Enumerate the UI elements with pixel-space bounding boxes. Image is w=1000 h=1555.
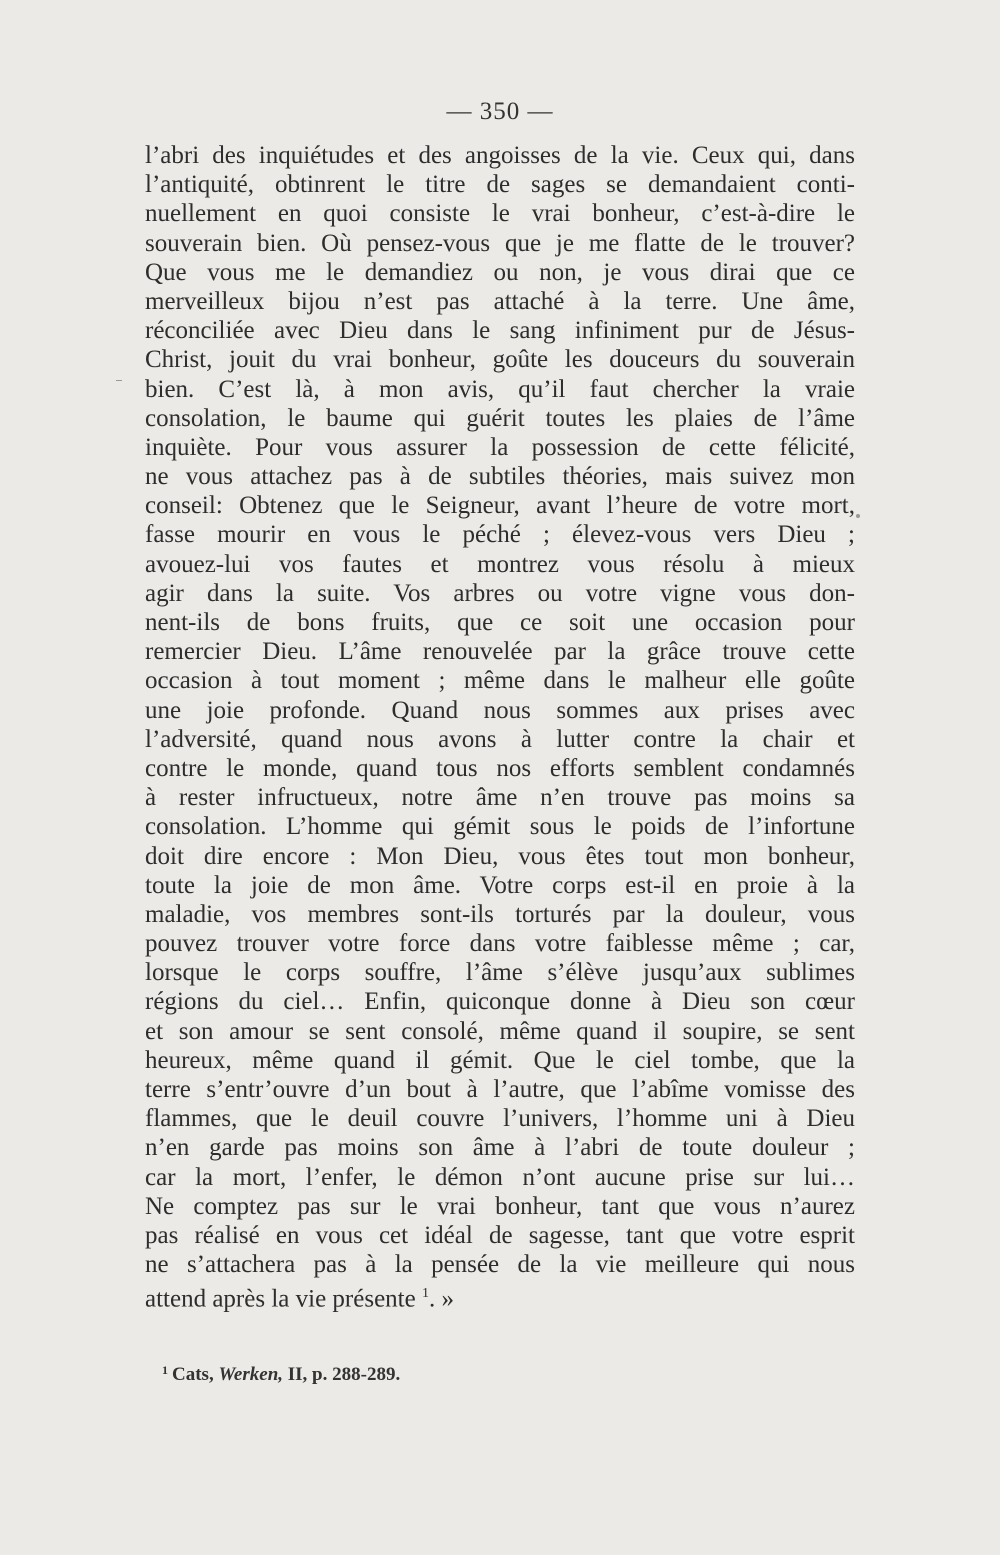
text-line: doit dire encore : Mon Dieu, vous êtes tout mon bonheur,	[145, 842, 855, 870]
text-line: nuellement en quoi consiste le vrai bonheur, c’est-à-dire le	[145, 200, 855, 228]
text-line: ne s’attachera pas à la pensée de la vie meilleure qui nous	[145, 1251, 855, 1279]
text-line: maladie, vos membres sont-ils torturés par la douleur, vous	[145, 900, 855, 928]
text-line: l’abri des inquiétudes et des angoisses de la vie. Ceux qui, dans	[145, 142, 855, 169]
text-line: régions du ciel… Enfin, quiconque donne à Dieu son cœur	[145, 988, 855, 1016]
text-line: car la mort, l’enfer, le démon n’ont aucune prise sur lui…	[145, 1163, 855, 1191]
text-line: Ne comptez pas sur le vrai bonheur, tant que vous n’aurez	[145, 1192, 855, 1220]
text-line: flammes, que le deuil couvre l’univers, l’homme uni à Dieu	[145, 1105, 855, 1133]
text-line: remercier Dieu. L’âme renouvelée par la grâce trouve cette	[145, 638, 855, 666]
footnote-author: Cats,	[172, 1364, 219, 1385]
text-line: pouvez trouver votre force dans votre faiblesse même ; car,	[145, 930, 855, 958]
footnote-work: Werken,	[218, 1364, 284, 1385]
text-line-last	[145, 1279, 855, 1313]
text-line: merveilleux bijou n’est pas attaché à la terre. Une âme,	[145, 287, 855, 315]
footnote-marker: 1	[162, 1363, 168, 1377]
text-line: et son amour se sent consolé, même quand il soupire, se sent	[145, 1017, 855, 1045]
footnote	[162, 1363, 400, 1386]
text-line: bien. C’est là, à mon avis, qu’il faut chercher la vraie	[145, 375, 855, 403]
text-line: n’en garde pas moins son âme à l’abri de toute douleur ;	[145, 1134, 855, 1162]
text-line: l’adversité, quand nous avons à lutter contre la chair et	[145, 725, 855, 753]
last-line-text: attend après la vie présente	[145, 1285, 416, 1313]
text-line: avouez-lui vos fautes et montrez vous résolu à mieux	[145, 550, 855, 578]
text-line: réconciliée avec Dieu dans le sang infiniment pur de Jésus-	[145, 317, 855, 345]
text-line: pas réalisé en vous cet idéal de sagesse, tant que votre esprit	[145, 1221, 855, 1249]
text-line: consolation. L’homme qui gémit sous le poids de l’infortune	[145, 813, 855, 841]
text-line: lorsque le corps souffre, l’âme s’élève jusqu’aux sublimes	[145, 959, 855, 987]
footnote-reference[interactable]: 1	[421, 1286, 429, 1302]
text-line: toute la joie de mon âme. Votre corps est-il en proie à la	[145, 871, 855, 899]
text-line: heureux, même quand il gémit. Que le ciel tombe, que la	[145, 1046, 855, 1074]
text-line: terre s’entr’ouvre d’un bout à l’autre, que l’abîme vomisse des	[145, 1076, 855, 1103]
text-line: Que vous me le demandiez ou non, je vous dirai que ce	[145, 258, 855, 286]
text-line: souverain bien. Où pensez-vous que je me flatte de le trouver?	[145, 229, 855, 257]
text-line: l’antiquité, obtinrent le titre de sages se demandaient conti-	[145, 171, 855, 199]
text-line: Christ, jouit du vrai bonheur, goûte les douceurs du souverain	[145, 346, 855, 374]
margin-mark	[856, 514, 860, 518]
text-line: ne vous attachez pas à de subtiles théories, mais suivez mon	[145, 463, 855, 491]
text-line: à rester infructueux, notre âme n’en trouve pas moins sa	[145, 784, 855, 812]
footnote-ref: II, p. 288-289.	[283, 1364, 401, 1385]
page-number: — 350 —	[446, 98, 554, 125]
body-text	[145, 141, 855, 1313]
closing-quote: . »	[428, 1285, 454, 1313]
text-line: occasion à tout moment ; même dans le malheur elle goûte	[145, 667, 855, 695]
text-line: consolation, le baume qui guérit toutes les plaies de l’âme	[145, 404, 855, 432]
text-line: agir dans la suite. Vos arbres ou votre vigne vous don-	[145, 579, 855, 607]
text-line: fasse mourir en vous le péché ; élevez-vous vers Dieu ;	[145, 521, 855, 549]
text-line: nent-ils de bons fruits, que ce soit une occasion pour	[145, 609, 855, 636]
text-line: une joie profonde. Quand nous sommes aux prises avec	[145, 696, 855, 724]
text-line: contre le monde, quand tous nos efforts semblent condamnés	[145, 754, 855, 782]
text-line: inquiète. Pour vous assurer la possession de cette félicité,	[145, 433, 855, 461]
text-line: conseil: Obtenez que le Seigneur, avant l’heure de votre mort,	[145, 492, 855, 520]
margin-mark	[116, 380, 122, 381]
